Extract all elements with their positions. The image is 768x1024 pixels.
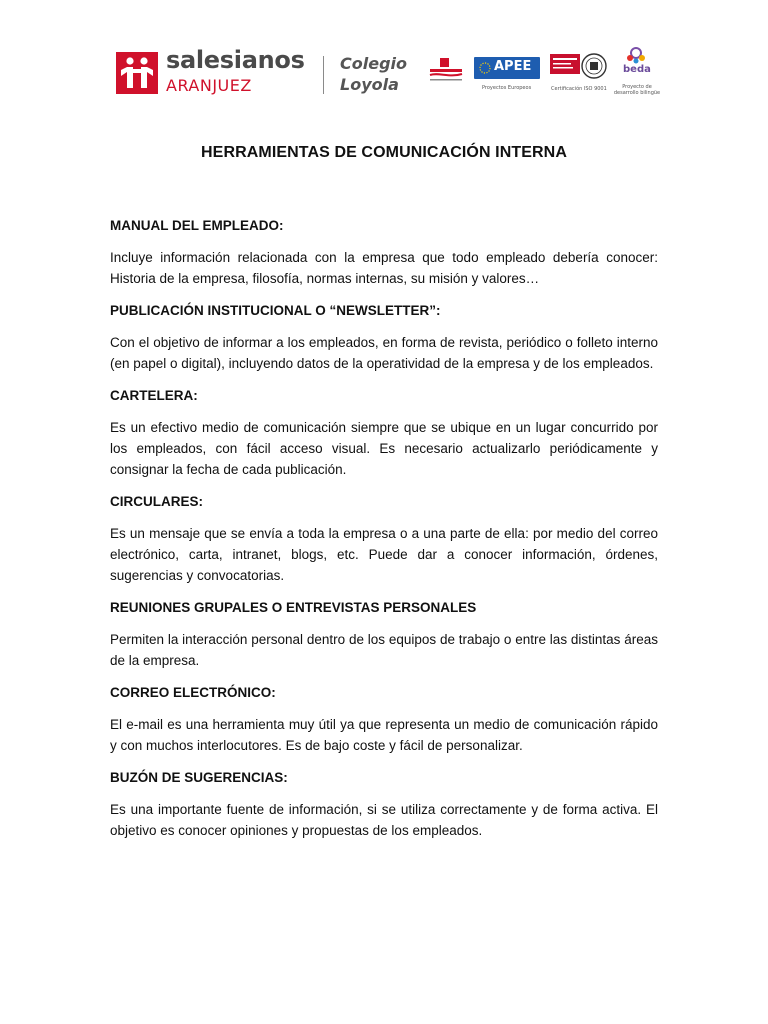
eu-stars-icon [478,61,492,75]
section-heading: BUZÓN DE SUGERENCIAS: [110,770,288,785]
section-newsletter [110,301,658,374]
section-cartelera [110,386,658,480]
section-circulares [110,492,658,586]
section-text: Es un mensaje que se envía a toda la empresa o a una parte de ella: por medio del correo electrónico, carta, intranet, blogs, etc. Puede dar a conocer información, órdenes, sugerencias y convocatorias. [110,526,658,583]
document-body [110,140,658,853]
document-header [0,0,768,110]
salesianos-wordmark: salesianos [166,46,305,74]
section-buzon [110,768,658,841]
apee-caption: Proyectos Europeos [482,85,532,91]
section-heading: PUBLICACIÓN INSTITUCIONAL O “NEWSLETTER”: [110,303,441,318]
apee-label: APEE [494,59,532,74]
colegio-loyola-wordmark [340,53,407,95]
document-title: HERRAMIENTAS DE COMUNICACIÓN INTERNA [201,144,567,161]
section-correo [110,683,658,756]
section-text: Es un efectivo medio de comunicación siempre que se ubique en un lugar concurrido por los empleados, con fácil acceso visual. Es necesario actualizarlo periódicamente y consignar la fecha de cada publicación. [110,420,658,477]
section-list [110,216,658,841]
section-text: Es una importante fuente de información, si se utiliza correctamente y de forma activa. El objetivo es conocer opiniones y propuestas de los empleados. [110,802,658,838]
iso-certification-icon [550,52,608,86]
section-heading: REUNIONES GRUPALES O ENTREVISTAS PERSONALES [110,600,477,615]
section-reuniones [110,598,658,671]
section-text: Incluye información relacionada con la empresa que todo empleado debería conocer: Historia de la empresa, filosofía, normas internas, su misión y valores… [110,250,658,286]
community-logo-icon [427,56,465,88]
salesianos-logo-icon [116,52,158,94]
iso-caption: Certificación ISO 9001 [551,86,607,92]
section-heading: CARTELERA: [110,388,198,403]
aranjuez-wordmark: ARANJUEZ [166,76,252,95]
loyola-line: Loyola [340,75,399,94]
section-text: El e-mail es una herramienta muy útil ya que representa un medio de comunicación rápido y con muchos interlocutores. Es de bajo coste y fácil de personalizar. [110,717,658,753]
colegio-line: Colegio [340,54,407,73]
section-manual-empleado [110,216,658,289]
section-heading: MANUAL DEL EMPLEADO: [110,218,284,233]
section-heading: CORREO ELECTRÓNICO: [110,685,276,700]
section-text: Permiten la interacción personal dentro de los equipos de trabajo o entre las distintas áreas de la empresa. [110,632,658,668]
section-text: Con el objetivo de informar a los empleados, en forma de revista, periódico o folleto interno (en papel o digital), incluyendo datos de la operatividad de la empresa y de los empleados. [110,335,658,371]
beda-wordmark: beda [623,64,651,75]
section-heading: CIRCULARES: [110,494,203,509]
header-divider [323,56,324,94]
beda-caption: Proyecto de desarrollo bilingüe [613,84,661,96]
